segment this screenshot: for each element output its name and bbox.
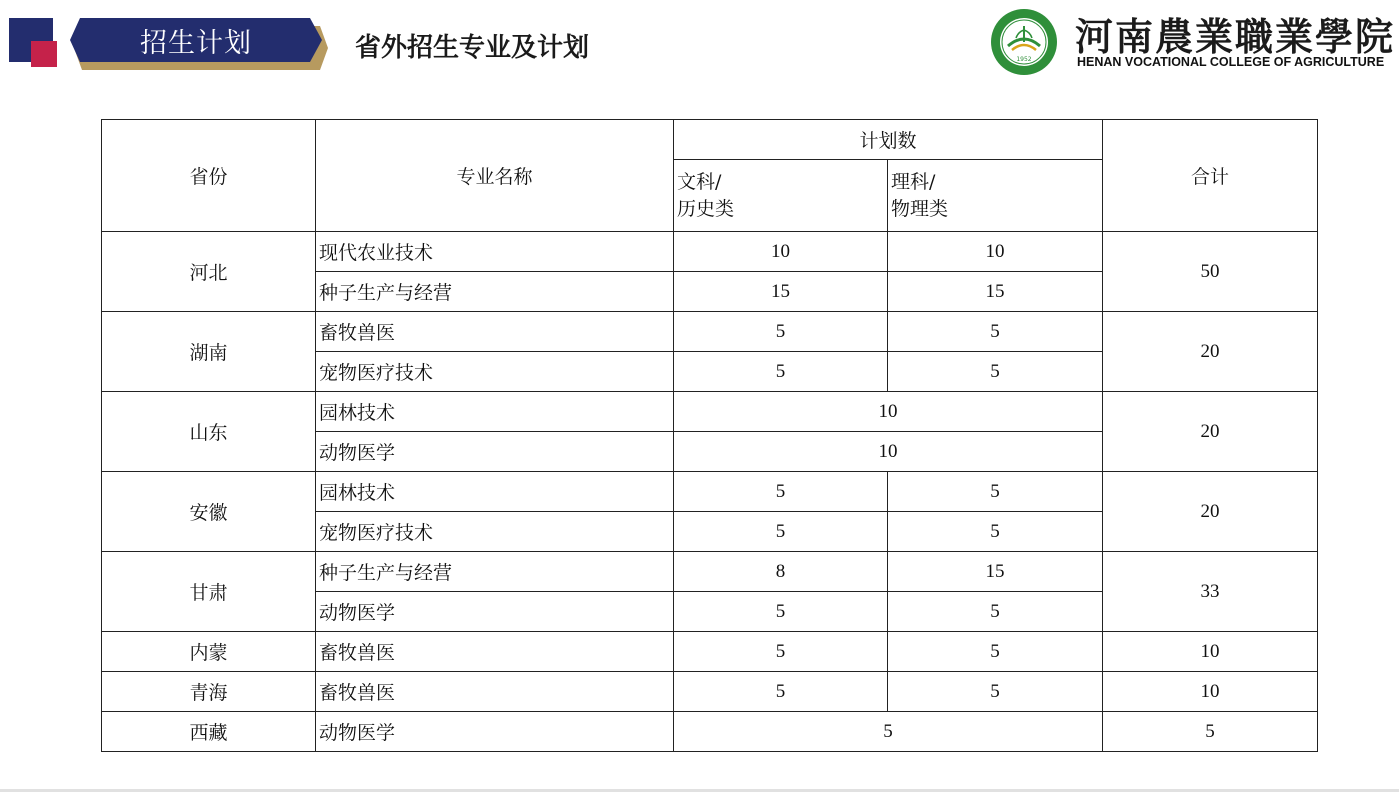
total-cell: 20 — [1103, 392, 1318, 472]
science-count-cell: 5 — [888, 672, 1103, 712]
total-cell: 10 — [1103, 632, 1318, 672]
total-cell: 5 — [1103, 712, 1318, 752]
science-count-cell: 15 — [888, 552, 1103, 592]
province-cell: 湖南 — [102, 312, 316, 392]
major-cell: 宠物医疗技术 — [316, 352, 674, 392]
table-row — [102, 232, 1318, 272]
decorative-square-red — [31, 41, 57, 67]
major-cell: 动物医学 — [316, 592, 674, 632]
province-cell: 内蒙 — [102, 632, 316, 672]
major-cell: 动物医学 — [316, 432, 674, 472]
major-cell: 宠物医疗技术 — [316, 512, 674, 552]
total-cell: 33 — [1103, 552, 1318, 632]
science-count-cell: 10 — [888, 232, 1103, 272]
major-cell: 园林技术 — [316, 472, 674, 512]
table-row — [102, 312, 1318, 352]
major-cell: 畜牧兽医 — [316, 632, 674, 672]
college-name-en: HENAN VOCATIONAL COLLEGE OF AGRICULTURE — [1077, 55, 1385, 69]
header-science — [888, 160, 1103, 232]
science-count-cell: 15 — [888, 272, 1103, 312]
header-science-line1: 理科/ — [891, 170, 936, 193]
liberal-arts-count-cell: 5 — [674, 472, 888, 512]
science-count-cell: 5 — [888, 592, 1103, 632]
major-cell: 畜牧兽医 — [316, 312, 674, 352]
liberal-arts-count-cell: 5 — [674, 672, 888, 712]
header-total: 合计 — [1103, 120, 1318, 232]
combined-count-cell: 5 — [674, 712, 1103, 752]
section-banner — [70, 18, 328, 70]
major-cell: 园林技术 — [316, 392, 674, 432]
table-row — [102, 632, 1318, 672]
header-major: 专业名称 — [316, 120, 674, 232]
major-cell: 动物医学 — [316, 712, 674, 752]
province-cell: 山东 — [102, 392, 316, 472]
header-province: 省份 — [102, 120, 316, 232]
major-cell: 种子生产与经营 — [316, 552, 674, 592]
liberal-arts-count-cell: 10 — [674, 232, 888, 272]
liberal-arts-count-cell: 5 — [674, 352, 888, 392]
footer-divider — [0, 789, 1399, 792]
header-science-line2: 物理类 — [891, 197, 949, 220]
emblem-year: 1952 — [1016, 56, 1032, 63]
province-cell: 西藏 — [102, 712, 316, 752]
liberal-arts-count-cell: 15 — [674, 272, 888, 312]
enrollment-plan-table — [101, 119, 1318, 752]
college-emblem-icon — [990, 8, 1058, 76]
liberal-arts-count-cell: 8 — [674, 552, 888, 592]
header-plan-count: 计划数 — [674, 120, 1103, 160]
table-row — [102, 712, 1318, 752]
table-row — [102, 392, 1318, 432]
section-label: 招生计划 — [140, 27, 252, 59]
combined-count-cell: 10 — [674, 392, 1103, 432]
header-liberal-line2: 历史类 — [677, 197, 735, 220]
table-header-row — [102, 120, 1318, 160]
major-cell: 畜牧兽医 — [316, 672, 674, 712]
page-title: 省外招生专业及计划 — [355, 33, 590, 63]
major-cell: 现代农业技术 — [316, 232, 674, 272]
province-cell: 甘肃 — [102, 552, 316, 632]
liberal-arts-count-cell: 5 — [674, 632, 888, 672]
science-count-cell: 5 — [888, 512, 1103, 552]
table-row — [102, 672, 1318, 712]
province-cell: 安徽 — [102, 472, 316, 552]
liberal-arts-count-cell: 5 — [674, 512, 888, 552]
science-count-cell: 5 — [888, 632, 1103, 672]
liberal-arts-count-cell: 5 — [674, 312, 888, 352]
liberal-arts-count-cell: 5 — [674, 592, 888, 632]
total-cell: 20 — [1103, 472, 1318, 552]
table-row — [102, 552, 1318, 592]
header-liberal-arts — [674, 160, 888, 232]
major-cell: 种子生产与经营 — [316, 272, 674, 312]
science-count-cell: 5 — [888, 312, 1103, 352]
science-count-cell: 5 — [888, 472, 1103, 512]
province-cell: 青海 — [102, 672, 316, 712]
college-name-cn: 河南農業職業學院 — [1075, 14, 1396, 59]
province-cell: 河北 — [102, 232, 316, 312]
total-cell: 20 — [1103, 312, 1318, 392]
total-cell: 10 — [1103, 672, 1318, 712]
science-count-cell: 5 — [888, 352, 1103, 392]
combined-count-cell: 10 — [674, 432, 1103, 472]
total-cell: 50 — [1103, 232, 1318, 312]
header-liberal-line1: 文科/ — [677, 170, 722, 193]
table-row — [102, 472, 1318, 512]
